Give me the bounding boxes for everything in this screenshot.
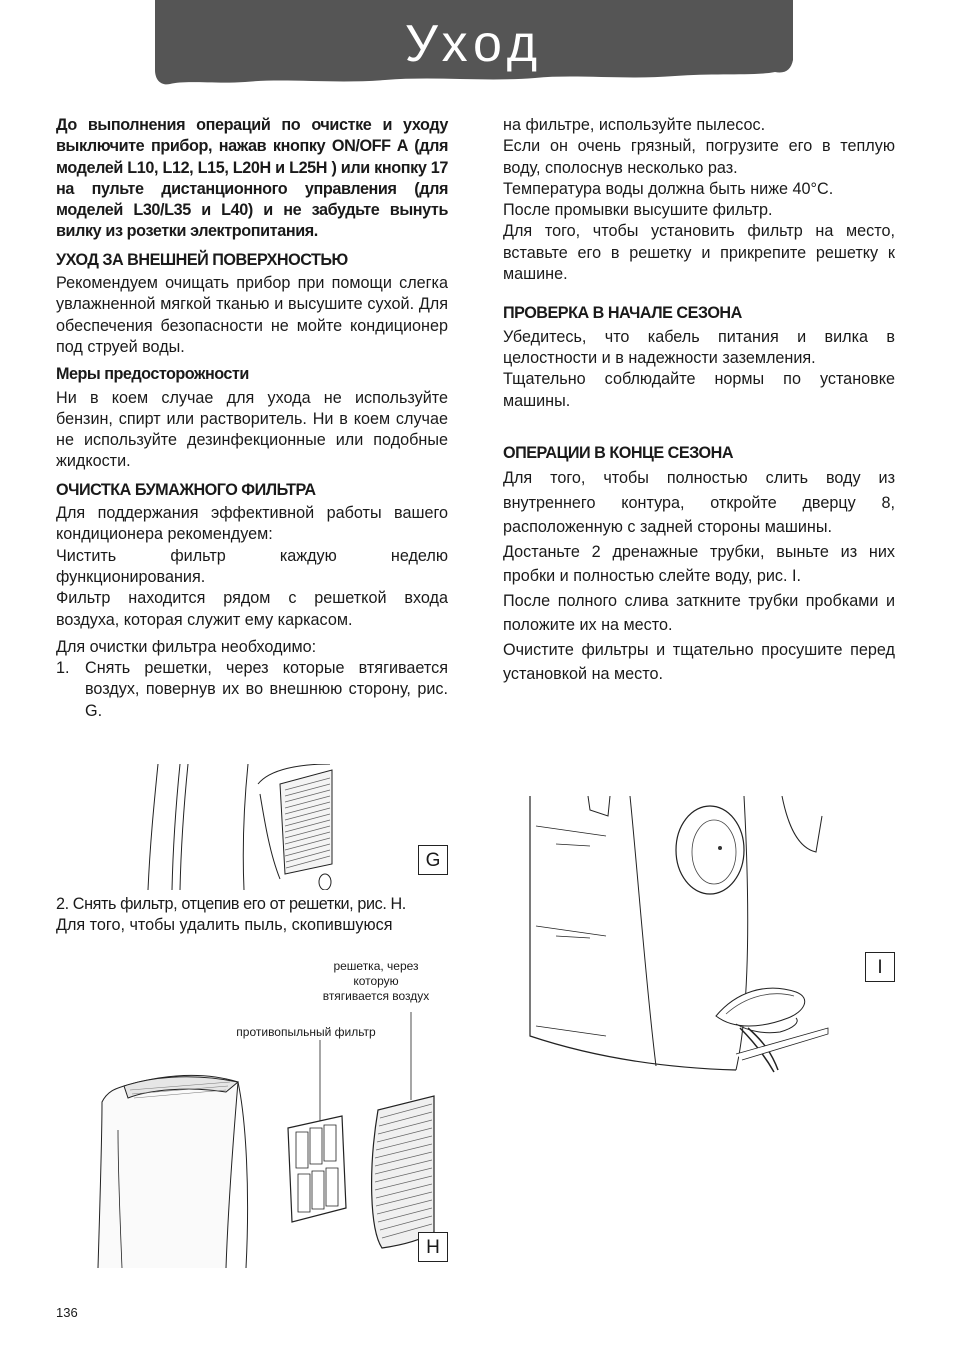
season-end-text-2: Достаньте 2 дренажные трубки, выньте из них пробки и полностью слейте воду, рис. I. [503, 542, 895, 586]
figure-h [88, 1010, 448, 1268]
figure-h-label: H [418, 1232, 448, 1262]
step-1-text: Снять решетки, через которые втягивается воздух, повернув их во внешнюю сторону, рис. G. [85, 659, 448, 720]
dry-text: После промывки высушите фильтр. [503, 201, 773, 220]
temperature-text: Температура воды должна быть ниже 40°C. [503, 179, 834, 198]
continued-text: на фильтре, используйте пылесос. [503, 116, 766, 134]
season-start-heading: ПРОВЕРКА В НАЧАЛЕ СЕЗОНА [503, 304, 742, 323]
filter-text-3: Фильтр находится рядом с решеткой входа воздуха, которая служит ему каркасом. [56, 589, 448, 629]
filter-text-2: Чистить фильтр каждую неделю функционирования. [56, 546, 448, 586]
after-step-2-text: Для того, чтобы удалить пыль, скопившуюся [56, 916, 393, 935]
page-title: Уход [404, 15, 544, 73]
step-2-block [56, 894, 448, 937]
figure-i-label: I [865, 952, 895, 982]
precautions-text: Ни в коем случае для ухода не используйте бензин, спирт или растворитель. Ни в коем случае не используйте дезинфекционные или подобные жидкости. [56, 388, 448, 471]
season-start-text-2: Тщательно соблюдайте нормы по установке машины. [503, 370, 895, 410]
callout-grille: решетка, через которую втягивается воздух [322, 959, 430, 1003]
left-column [56, 115, 448, 722]
filter-text-4: Для очистки фильтра необходимо: [56, 637, 317, 656]
step-1 [56, 658, 448, 722]
season-end-text-3: После полного слива заткните трубки пробками и положите их на место. [503, 591, 895, 635]
season-start-text-1: Убедитесь, что кабель питания и вилка в целостности и в надежности заземления. [503, 327, 895, 367]
figure-g [140, 764, 340, 890]
header-banner [155, 0, 793, 86]
callout-filter: противопыльный фильтр [236, 1025, 376, 1039]
surface-heading: УХОД ЗА ВНЕШНЕЙ ПОВЕРХНОСТЬЮ [56, 250, 348, 269]
step-2-text: 2. Снять фильтр, отцепив его от решетки, рис. H. [56, 895, 406, 913]
figure-g-label: G [418, 845, 448, 875]
safety-intro: До выполнения операций по очистке и уходу выключите прибор, нажав кнопку ON/OFF A (для моделей L10, L12, L15, L20H и L25H ) или кнопку 17 на пульте дистанционного управления (для моделей L30/L35 и L40) и не забудьте вынуть вилку из розетки электропитания. [56, 116, 448, 241]
precautions-heading: Меры предосторожности [56, 365, 249, 384]
figure-h-drawing [88, 1010, 448, 1268]
season-end-text-4: Очистите фильтры и тщательно просушите перед установкой на место. [503, 640, 895, 684]
season-end-block [503, 466, 895, 687]
filter-heading: ОЧИСТКА БУМАЖНОГО ФИЛЬТРА [56, 480, 316, 499]
reinstall-text: Для того, чтобы установить фильтр на место, вставьте его в решетку и прикрепите решетку к машине. [503, 222, 895, 284]
surface-text: Рекомендуем очищать прибор при помощи слегка увлажненной мягкой тканью и высушите сухой. Для обеспечения безопасности не мойте кондиционер под струей воды. [56, 274, 448, 356]
page-number: 136 [56, 1305, 78, 1320]
step-1-number: 1. [56, 659, 70, 678]
filter-text-1: Для поддержания эффективной работы вашего кондиционера рекомендуем: [56, 504, 448, 544]
figure-g-drawing [140, 764, 340, 890]
season-end-text-1: Для того, чтобы полностью слить воду из внутреннего контура, откройте дверцу 8, расположенную с задней стороны машины. [503, 469, 895, 537]
right-column [503, 115, 895, 687]
dirty-filter-text: Если он очень грязный, погрузите его в теплую воду, сполоснув несколько раз. [503, 137, 895, 177]
figure-i [526, 796, 836, 1076]
season-end-heading: ОПЕРАЦИИ В КОНЦЕ СЕЗОНА [503, 443, 734, 462]
figure-i-drawing [526, 796, 836, 1076]
